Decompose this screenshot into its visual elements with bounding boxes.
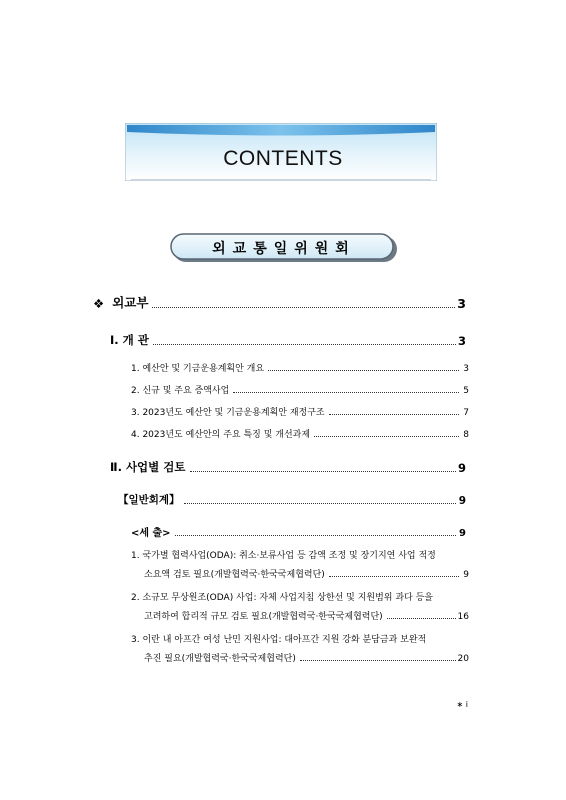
toc-label: 2. 신규 및 주요 증액사업 [131,386,230,396]
toc-label: 1. 예산안 및 기금운용계획안 개요 [131,364,265,374]
toc-page: 7 [463,408,469,418]
toc-label: 【일반회계】 [118,494,180,506]
dot-leader [153,344,456,345]
toc-page: 9 [457,461,466,475]
dot-leader [190,471,456,472]
dot-leader [152,307,455,308]
page-footer: ∗ i [456,700,468,709]
toc-item[interactable] [131,383,469,396]
toc-entry[interactable] [144,567,469,580]
toc-page: 5 [463,386,469,396]
dot-leader [387,618,456,619]
toc-page: 20 [457,654,469,664]
toc-entry-line1[interactable]: 2. 소규모 무상원조(ODA) 사업: 자체 사업지침 상한선 및 지원범위 과다 등을 [131,593,434,603]
toc-label: 3. 2023년도 예산안 및 기금운용계획안 재정구조 [131,408,325,418]
toc-page: 9 [459,528,466,539]
dot-leader [314,436,459,437]
toc-section-2[interactable] [110,459,466,475]
toc-ministry[interactable] [93,293,466,311]
toc-label: Ⅱ. 사업별 검토 [110,460,186,474]
toc-label: 추진 필요(개발협력국·한국국제협력단) [144,654,296,664]
toc-entry[interactable] [144,609,469,622]
toc-entry-line1[interactable]: 1. 국가별 협력사업(ODA): 취소·보류사업 등 감액 조정 및 장기지연 사업 적정 [131,551,436,561]
toc-expenditure[interactable] [131,524,466,539]
dot-leader [329,576,459,577]
dot-leader [184,503,456,504]
toc-section-1[interactable] [110,332,466,348]
dot-leader [233,392,459,393]
toc-account[interactable] [118,492,466,507]
toc-label: <세 출> [131,528,171,539]
toc-label: 고려하여 합리적 규모 검토 필요(개발협력국·한국국제협력단) [144,612,383,622]
dot-leader [329,414,459,415]
dot-leader [300,660,456,661]
toc-page: 9 [463,570,469,580]
diamond-bullet-icon: ❖ [93,296,105,311]
toc-item[interactable] [131,405,469,418]
toc-label: Ⅰ. 개 관 [110,333,149,347]
toc-page: 8 [463,430,469,440]
toc-entry[interactable] [144,651,469,664]
toc-page: 16 [457,612,469,622]
dot-leader [175,535,456,536]
toc-page: 3 [457,296,466,311]
toc-page: 9 [458,495,466,507]
contents-title: CONTENTS [223,147,343,170]
toc-item[interactable] [131,361,469,374]
committee-name: 외교통일위원회 [212,241,356,257]
toc-entry-line1[interactable]: 3. 이란 내 아프간 여성 난민 지원사업: 대아프간 지원 강화 분담금과 보완적 [131,635,427,645]
toc-page: 3 [463,364,469,374]
toc-page: 3 [457,334,466,348]
toc-label: 소요액 검토 필요(개발협력국·한국국제협력단) [144,570,325,580]
toc-label: 외교부 [112,295,149,310]
toc-item[interactable] [131,427,469,440]
dot-leader [268,370,459,371]
toc-label: 4. 2023년도 예산안의 주요 특징 및 개선과제 [131,430,311,440]
